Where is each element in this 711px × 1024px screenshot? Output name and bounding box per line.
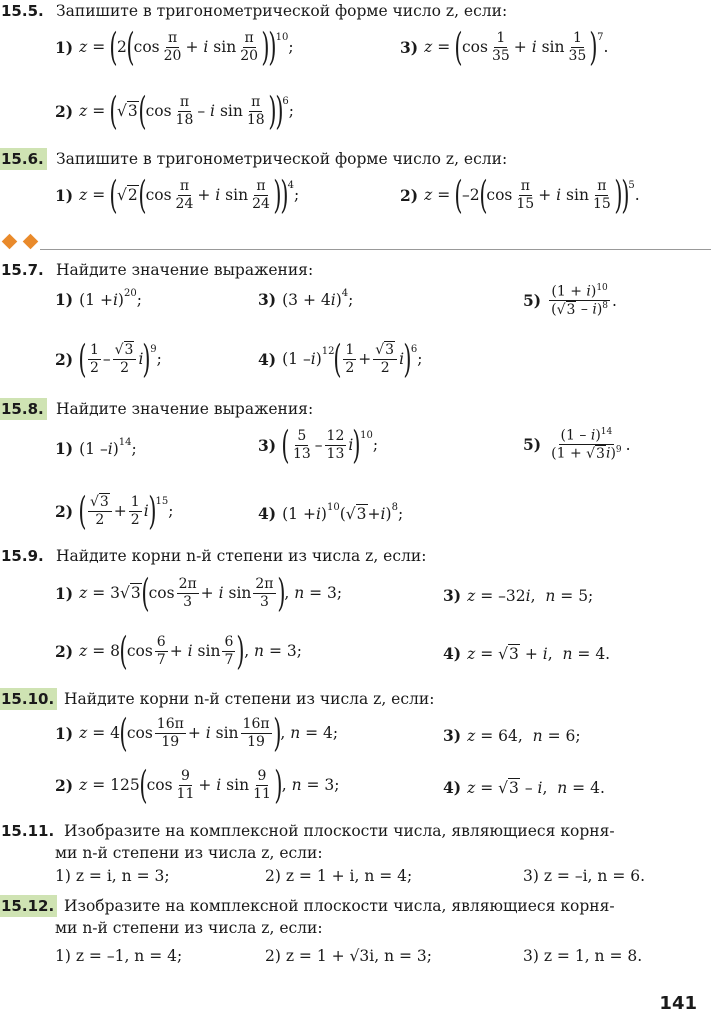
- formula-15-7-2: 2) ( $\frac{1}{2}$ – $\frac{√3}{2}$ i ) $^9$ ;: [55, 337, 162, 381]
- item-15-12-3: 3) z = 1, n = 8.: [523, 947, 643, 965]
- item-15-11-3: 3) z = –i, n = 6.: [523, 867, 646, 885]
- formula-15-10-4: 4) z = √3 – i , n = 4.: [443, 778, 605, 797]
- problem-number: 15.10.: [0, 688, 57, 710]
- formula-15-10-2: 2) z = 125 ( cos $\frac{9}{11}$ + i sin $\frac{9}{11}$ ) , n = 3;: [55, 763, 340, 807]
- problem-number: 15.6.: [0, 148, 47, 170]
- formula-15-8-3: 3) ( $\frac{5}{13}$ – $\frac{12}{13}$ i ) $^{10}$ ;: [258, 423, 379, 467]
- item-15-12-1: 1) z = –1, n = 4;: [55, 947, 183, 965]
- problem-number: 15.12.: [0, 895, 57, 917]
- formula-15-10-1: 1) z = 4 ( cos $\frac{16\pi}{19}$ + i sin $\frac{16\pi}{19}$ ) , n = 4;: [55, 711, 339, 755]
- formula-15-6-1: 1) z = ( √2 ( cos $\frac{\pi}{24}$ + i sin $\frac{\pi}{24}$ ) ) $^4$ ;: [55, 173, 300, 217]
- item-15-11-1: 1) z = i, n = 3;: [55, 867, 170, 885]
- problem-number: 15.7.: [1, 261, 44, 279]
- problem-statement-continued: ми n-й степени из числа z, если:: [55, 919, 323, 937]
- problem-statement: Изобразите на комплексной плоскости числа, являющиеся корня-: [64, 822, 615, 840]
- formula-15-8-5: 5) $\frac{(1 - i)^{14}}{(1 + √3i)^9}$ .: [523, 427, 631, 462]
- problem-statement: Запишите в тригонометрической форме число z, если:: [56, 2, 508, 20]
- formula-15-7-5: 5) $\frac{(1 + i)^{10}}{(√3 - i)^8}$ .: [523, 283, 617, 318]
- problem-statement: Найдите корни n-й степени из числа z, если:: [64, 690, 435, 708]
- formula-15-5-3: 3) z = ( cos $\frac{1}{35}$ + i sin $\frac{1}{35}$ ) $^7$ .: [400, 25, 609, 69]
- formula-15-9-4: 4) z = √3 + i , n = 4.: [443, 644, 611, 663]
- formula-15-8-2: 2) ( $\frac{√3}{2}$ + $\frac{1}{2}$ i ) $^{15}$ ;: [55, 489, 174, 533]
- problem-statement-continued: ми n-й степени из числа z, если:: [55, 844, 323, 862]
- formula-15-9-2: 2) z = 8 ( cos $\frac{6}{7}$ + i sin $\frac{6}{7}$ ) , n = 3;: [55, 629, 302, 673]
- page-number: 141: [659, 993, 697, 1014]
- diamond-icon: [23, 234, 39, 250]
- problem-statement: Найдите значение выражения:: [56, 261, 314, 279]
- problem-number: 15.8.: [0, 398, 47, 420]
- formula-15-7-4: 4) (1 – i ) $^{12}$ ( $\frac{1}{2}$ + $\frac{√3}{2}$ i ) $^6$ ;: [258, 337, 423, 381]
- problem-statement: Изобразите на комплексной плоскости числа, являющиеся корня-: [64, 897, 615, 915]
- formula-15-6-2: 2) z = ( –2 ( cos $\frac{\pi}{15}$ + i sin $\frac{\pi}{15}$ ) ) $^5$ .: [400, 173, 640, 217]
- formula-15-8-1: 1) (1 – i ) $^{14}$ ;: [55, 437, 137, 458]
- formula-15-7-3: 3) (3 + 4 i ) $^4$ ;: [258, 288, 354, 309]
- item-15-12-2: 2) z = 1 + √3i, n = 3;: [265, 947, 433, 965]
- problem-number: 15.11.: [1, 822, 55, 840]
- problem-number: 15.5.: [1, 2, 44, 20]
- item-15-11-2: 2) z = 1 + i, n = 4;: [265, 867, 413, 885]
- formula-15-9-1: 1) z = 3 √3 ( cos $\frac{2\pi}{3}$ + i sin $\frac{2\pi}{3}$ ) , n = 3;: [55, 571, 343, 615]
- problem-number: 15.9.: [1, 547, 44, 565]
- formula-15-5-1: 1) z = ( 2 ( cos $\frac{\pi}{20}$ + i sin $\frac{\pi}{20}$ ) ) $^{10}$ ;: [55, 25, 294, 69]
- formula-15-5-2: 2) z = ( √3 ( cos $\frac{\pi}{18}$ – i sin $\frac{\pi}{18}$ ) ) $^6$ ;: [55, 89, 294, 133]
- problem-statement: Найдите корни n-й степени из числа z, если:: [56, 547, 427, 565]
- formula-15-10-3: 3) z = 64, n = 6;: [443, 726, 581, 745]
- problem-statement: Запишите в тригонометрической форме число z, если:: [56, 150, 508, 168]
- section-divider: [40, 249, 711, 250]
- formula-15-7-1: 1) (1 + i ) $^{20}$ ;: [55, 288, 142, 309]
- formula-15-9-3: 3) z = –32 i , n = 5;: [443, 586, 594, 605]
- diamond-icon: [2, 234, 18, 250]
- problem-statement: Найдите значение выражения:: [56, 400, 314, 418]
- formula-15-8-4: 4) (1 + i ) $^{10}$ ( √3 + i ) $^8$ ;: [258, 502, 404, 523]
